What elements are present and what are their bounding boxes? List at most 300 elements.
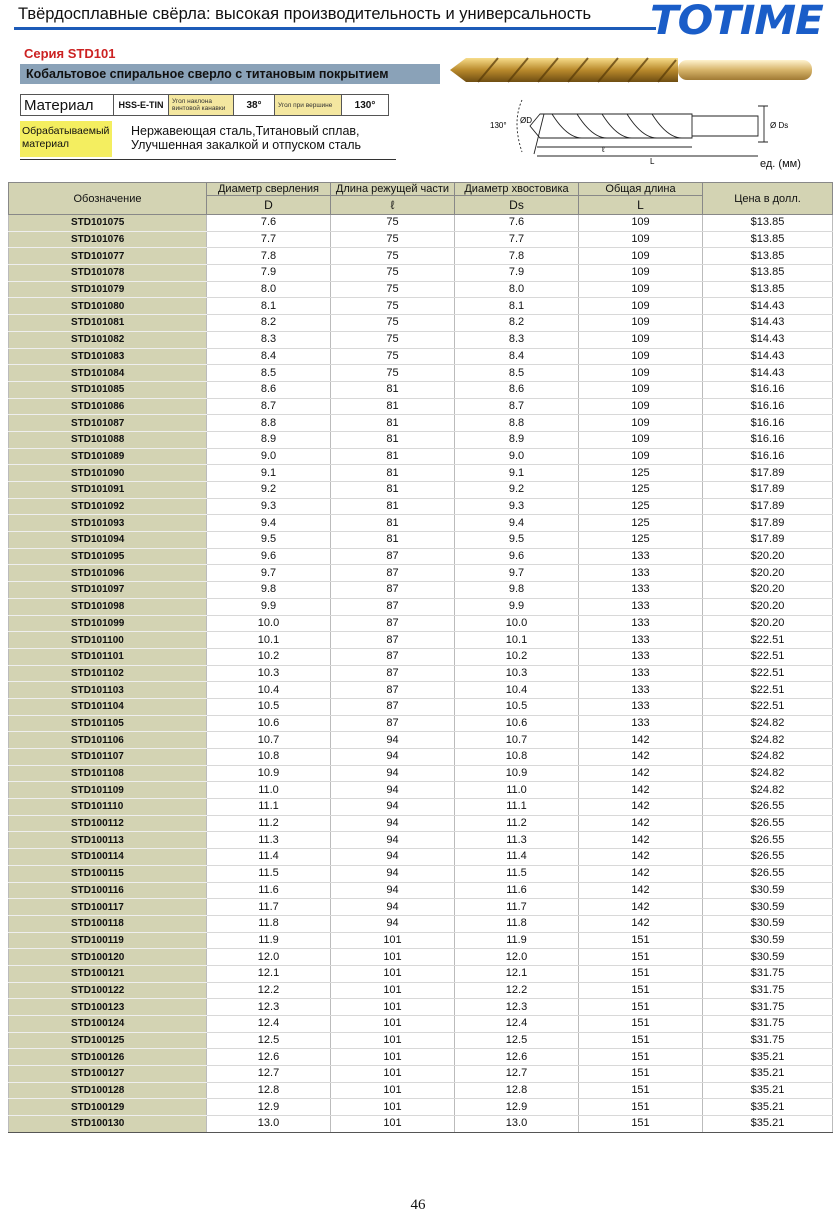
flute-length-cell: 101: [331, 1082, 455, 1099]
price-cell: $35.21: [703, 1049, 833, 1066]
table-row: [9, 1116, 833, 1133]
code-cell: STD101091: [9, 482, 207, 499]
table-row: [9, 231, 833, 248]
drill-diameter-cell: 8.9: [207, 431, 331, 448]
helix-angle-label: Угол наклона винтовой канавки: [169, 95, 234, 116]
flute-length-cell: 81: [331, 515, 455, 532]
code-cell: STD100115: [9, 865, 207, 882]
drill-diameter-cell: 9.6: [207, 548, 331, 565]
price-cell: $16.16: [703, 448, 833, 465]
flute-length-cell: 75: [331, 248, 455, 265]
shank-diameter-cell: 12.7: [455, 1066, 579, 1083]
table-row: [9, 765, 833, 782]
header-drill-diameter: Диаметр сверления: [207, 183, 331, 196]
shank-diameter-cell: 9.0: [455, 448, 579, 465]
flute-length-cell: 94: [331, 915, 455, 932]
price-cell: $20.20: [703, 615, 833, 632]
flute-length-cell: 94: [331, 765, 455, 782]
flute-length-cell: 101: [331, 999, 455, 1016]
code-cell: STD101107: [9, 749, 207, 766]
drill-diameter-cell: 10.8: [207, 749, 331, 766]
price-cell: $24.82: [703, 715, 833, 732]
code-cell: STD101097: [9, 582, 207, 599]
table-row: [9, 281, 833, 298]
total-length-cell: 142: [579, 732, 703, 749]
price-cell: $16.16: [703, 398, 833, 415]
shank-diameter-cell: 12.8: [455, 1082, 579, 1099]
table-row: [9, 498, 833, 515]
code-cell: STD101096: [9, 565, 207, 582]
code-cell: STD101102: [9, 665, 207, 682]
code-cell: STD101077: [9, 248, 207, 265]
price-cell: $35.21: [703, 1082, 833, 1099]
code-cell: STD100129: [9, 1099, 207, 1116]
table-row: [9, 682, 833, 699]
shank-diameter-cell: 10.7: [455, 732, 579, 749]
total-length-cell: 151: [579, 1082, 703, 1099]
flute-length-cell: 94: [331, 749, 455, 766]
shank-diameter-cell: 9.1: [455, 465, 579, 482]
total-length-cell: 133: [579, 665, 703, 682]
table-row: [9, 315, 833, 332]
workpiece-line-2: Улучшенная закалкой и отпуском сталь: [131, 138, 362, 152]
total-length-cell: 151: [579, 1032, 703, 1049]
code-cell: STD100123: [9, 999, 207, 1016]
total-length-cell: 109: [579, 215, 703, 232]
total-length-cell: 125: [579, 465, 703, 482]
total-length-cell: 133: [579, 632, 703, 649]
price-cell: $14.43: [703, 298, 833, 315]
table-row: [9, 782, 833, 799]
total-length-cell: 142: [579, 749, 703, 766]
total-length-cell: 109: [579, 398, 703, 415]
shank-diameter-cell: 8.1: [455, 298, 579, 315]
shank-diameter-cell: 12.4: [455, 1016, 579, 1033]
shank-diameter-cell: 11.5: [455, 865, 579, 882]
drill-diameter-cell: 12.6: [207, 1049, 331, 1066]
drill-diameter-cell: 12.8: [207, 1082, 331, 1099]
total-length-cell: 133: [579, 615, 703, 632]
shank-diameter-label: Ø Ds: [770, 121, 789, 130]
code-cell: STD101099: [9, 615, 207, 632]
code-cell: STD101100: [9, 632, 207, 649]
code-cell: STD101095: [9, 548, 207, 565]
code-cell: STD100126: [9, 1049, 207, 1066]
shank-diameter-cell: 9.7: [455, 565, 579, 582]
drill-photo: [448, 52, 818, 88]
flute-length-cell: 81: [331, 415, 455, 432]
price-cell: $35.21: [703, 1066, 833, 1083]
total-length-cell: 109: [579, 381, 703, 398]
shank-diameter-cell: 10.8: [455, 749, 579, 766]
price-cell: $16.16: [703, 431, 833, 448]
price-cell: $20.20: [703, 582, 833, 599]
code-cell: STD101088: [9, 431, 207, 448]
table-row: [9, 882, 833, 899]
table-row: [9, 448, 833, 465]
workpiece-line-1: Нержавеющая сталь,Титановый сплав,: [131, 124, 360, 138]
total-length-cell: 142: [579, 899, 703, 916]
shank-diameter-cell: 12.6: [455, 1049, 579, 1066]
price-cell: $24.82: [703, 749, 833, 766]
table-row: [9, 565, 833, 582]
shank-diameter-cell: 8.2: [455, 315, 579, 332]
price-cell: $20.20: [703, 565, 833, 582]
shank-diameter-cell: 10.6: [455, 715, 579, 732]
flute-length-cell: 75: [331, 265, 455, 282]
flute-length-cell: 94: [331, 899, 455, 916]
price-cell: $35.21: [703, 1099, 833, 1116]
price-cell: $22.51: [703, 682, 833, 699]
table-row: [9, 1099, 833, 1116]
shank-diameter-cell: 7.6: [455, 215, 579, 232]
shank-diameter-cell: 9.6: [455, 548, 579, 565]
material-label: Материал: [21, 95, 114, 116]
code-cell: STD101108: [9, 765, 207, 782]
price-cell: $30.59: [703, 899, 833, 916]
flute-length-cell: 87: [331, 548, 455, 565]
total-length-cell: 151: [579, 1116, 703, 1133]
shank-diameter-cell: 8.4: [455, 348, 579, 365]
shank-diameter-cell: 9.9: [455, 598, 579, 615]
drill-diameter-cell: 12.4: [207, 1016, 331, 1033]
flute-length-cell: 81: [331, 465, 455, 482]
spec-table: [20, 94, 389, 116]
total-length-cell: 125: [579, 515, 703, 532]
table-row: [9, 749, 833, 766]
drill-diameter-cell: 12.2: [207, 982, 331, 999]
flute-length-cell: 81: [331, 381, 455, 398]
shank-diameter-cell: 7.9: [455, 265, 579, 282]
drill-diameter-cell: 10.6: [207, 715, 331, 732]
shank-diameter-cell: 10.4: [455, 682, 579, 699]
header-rule: [14, 27, 656, 30]
code-cell: STD101085: [9, 381, 207, 398]
shank-diameter-cell: 9.8: [455, 582, 579, 599]
total-length-cell: 142: [579, 915, 703, 932]
symbol-ds: Ds: [455, 196, 579, 215]
drill-diameter-cell: 9.1: [207, 465, 331, 482]
table-row: [9, 949, 833, 966]
total-length-cell: 109: [579, 348, 703, 365]
drill-diameter-cell: 13.0: [207, 1116, 331, 1133]
price-cell: $22.51: [703, 665, 833, 682]
price-cell: $20.20: [703, 548, 833, 565]
flute-length-cell: 75: [331, 348, 455, 365]
code-cell: STD101084: [9, 365, 207, 382]
table-row: [9, 815, 833, 832]
total-length-cell: 109: [579, 431, 703, 448]
flute-length-cell: 87: [331, 598, 455, 615]
shank-diameter-cell: 7.8: [455, 248, 579, 265]
price-cell: $24.82: [703, 732, 833, 749]
drill-diameter-cell: 9.8: [207, 582, 331, 599]
drill-diameter-cell: 9.3: [207, 498, 331, 515]
workpiece-label: Обрабатываемый материал: [20, 121, 112, 157]
flute-length-cell: 101: [331, 1032, 455, 1049]
shank-diameter-cell: 8.6: [455, 381, 579, 398]
divider: [20, 159, 396, 160]
drill-diameter-cell: 9.7: [207, 565, 331, 582]
code-cell: STD101075: [9, 215, 207, 232]
point-angle-label-diagram: 130°: [490, 121, 507, 130]
flute-length-cell: 101: [331, 1016, 455, 1033]
flute-length-cell: 87: [331, 698, 455, 715]
table-row: [9, 732, 833, 749]
drill-diameter-cell: 7.6: [207, 215, 331, 232]
code-cell: STD101076: [9, 231, 207, 248]
flute-length-cell: 101: [331, 949, 455, 966]
shank-diameter-cell: 13.0: [455, 1116, 579, 1133]
drill-size-table: [8, 182, 833, 1133]
total-length-cell: 109: [579, 298, 703, 315]
price-cell: $24.82: [703, 782, 833, 799]
total-length-cell: 151: [579, 965, 703, 982]
flute-length-cell: 94: [331, 815, 455, 832]
flute-length-cell: 101: [331, 1116, 455, 1133]
table-row: [9, 215, 833, 232]
table-row: [9, 265, 833, 282]
code-cell: STD100130: [9, 1116, 207, 1133]
drill-diameter-cell: 10.2: [207, 648, 331, 665]
code-cell: STD100124: [9, 1016, 207, 1033]
price-cell: $31.75: [703, 965, 833, 982]
table-row: [9, 532, 833, 549]
drill-diameter-cell: 9.9: [207, 598, 331, 615]
price-cell: $31.75: [703, 1016, 833, 1033]
code-cell: STD100121: [9, 965, 207, 982]
drill-diameter-cell: 8.3: [207, 331, 331, 348]
total-length-cell: 151: [579, 1016, 703, 1033]
price-cell: $30.59: [703, 949, 833, 966]
code-cell: STD100122: [9, 982, 207, 999]
flute-length-cell: 75: [331, 215, 455, 232]
code-cell: STD101093: [9, 515, 207, 532]
page-title: Твёрдосплавные свёрла: высокая производительность и универсальность: [18, 5, 592, 23]
shank-diameter-cell: 11.0: [455, 782, 579, 799]
total-length-label: L: [650, 157, 655, 166]
total-length-cell: 109: [579, 331, 703, 348]
total-length-cell: 151: [579, 949, 703, 966]
drill-diameter-cell: 10.1: [207, 632, 331, 649]
flute-length-cell: 101: [331, 965, 455, 982]
shank-diameter-cell: 12.3: [455, 999, 579, 1016]
total-length-cell: 133: [579, 582, 703, 599]
code-cell: STD101086: [9, 398, 207, 415]
drill-diameter-cell: 12.7: [207, 1066, 331, 1083]
table-row: [9, 582, 833, 599]
drill-diameter-cell: 8.6: [207, 381, 331, 398]
flute-length-cell: 94: [331, 849, 455, 866]
code-cell: STD101110: [9, 799, 207, 816]
drill-diameter-cell: 8.4: [207, 348, 331, 365]
code-cell: STD101079: [9, 281, 207, 298]
flute-length-cell: 87: [331, 715, 455, 732]
total-length-cell: 133: [579, 648, 703, 665]
flute-length-cell: 81: [331, 448, 455, 465]
code-cell: STD101105: [9, 715, 207, 732]
total-length-cell: 151: [579, 932, 703, 949]
flute-length-cell: 75: [331, 298, 455, 315]
shank-diameter-cell: 8.5: [455, 365, 579, 382]
code-cell: STD100120: [9, 949, 207, 966]
shank-diameter-cell: 12.9: [455, 1099, 579, 1116]
total-length-cell: 142: [579, 815, 703, 832]
price-cell: $24.82: [703, 765, 833, 782]
table-row: [9, 331, 833, 348]
code-cell: STD101090: [9, 465, 207, 482]
price-cell: $31.75: [703, 982, 833, 999]
point-angle-label: Угол при вершине: [275, 95, 342, 116]
table-row: [9, 431, 833, 448]
product-name: Кобальтовое спиральное сверло с титановым покрытием: [20, 64, 440, 84]
flute-length-cell: 101: [331, 1049, 455, 1066]
header-code: Обозначение: [9, 183, 207, 215]
shank-diameter-cell: 8.8: [455, 415, 579, 432]
drill-diameter-cell: 10.4: [207, 682, 331, 699]
drill-diameter-cell: 11.2: [207, 815, 331, 832]
table-row: [9, 482, 833, 499]
price-cell: $31.75: [703, 999, 833, 1016]
shank-diameter-cell: 9.2: [455, 482, 579, 499]
table-row: [9, 348, 833, 365]
drill-diameter-cell: 9.5: [207, 532, 331, 549]
shank-diameter-cell: 8.9: [455, 431, 579, 448]
shank-diameter-cell: 8.7: [455, 398, 579, 415]
price-cell: $13.85: [703, 281, 833, 298]
table-row: [9, 1066, 833, 1083]
price-cell: $22.51: [703, 698, 833, 715]
flute-length-cell: 81: [331, 431, 455, 448]
price-cell: $26.55: [703, 815, 833, 832]
total-length-cell: 151: [579, 999, 703, 1016]
total-length-cell: 109: [579, 265, 703, 282]
drill-diameter-cell: 12.5: [207, 1032, 331, 1049]
total-length-cell: 109: [579, 415, 703, 432]
flute-length-cell: 94: [331, 732, 455, 749]
shank-diameter-cell: 10.1: [455, 632, 579, 649]
price-cell: $26.55: [703, 799, 833, 816]
table-row: [9, 1016, 833, 1033]
flute-length-cell: 94: [331, 782, 455, 799]
table-row: [9, 381, 833, 398]
drill-diameter-cell: 7.7: [207, 231, 331, 248]
price-cell: $14.43: [703, 315, 833, 332]
table-row: [9, 999, 833, 1016]
total-length-cell: 142: [579, 765, 703, 782]
table-row: [9, 665, 833, 682]
price-cell: $22.51: [703, 648, 833, 665]
price-cell: $17.89: [703, 482, 833, 499]
table-row: [9, 832, 833, 849]
table-row: [9, 548, 833, 565]
table-row: [9, 632, 833, 649]
shank-diameter-cell: 11.7: [455, 899, 579, 916]
total-length-cell: 142: [579, 882, 703, 899]
drill-diameter-cell: 8.2: [207, 315, 331, 332]
table-row: [9, 865, 833, 882]
drill-diameter-cell: 12.1: [207, 965, 331, 982]
code-cell: STD100119: [9, 932, 207, 949]
table-row: [9, 465, 833, 482]
total-length-cell: 151: [579, 1049, 703, 1066]
drill-diameter-cell: 11.0: [207, 782, 331, 799]
drill-diameter-cell: 12.3: [207, 999, 331, 1016]
shank-diameter-cell: 9.3: [455, 498, 579, 515]
units-label: ед. (мм): [760, 158, 801, 170]
price-cell: $13.85: [703, 248, 833, 265]
workpiece-materials: [131, 124, 361, 152]
drill-diameter-cell: 10.9: [207, 765, 331, 782]
flute-length-cell: 75: [331, 281, 455, 298]
flute-length-label: ℓ: [602, 145, 605, 154]
series-label: Серия STD101: [24, 46, 116, 61]
code-cell: STD100118: [9, 915, 207, 932]
total-length-cell: 133: [579, 682, 703, 699]
total-length-cell: 151: [579, 982, 703, 999]
drill-diameter-cell: 11.1: [207, 799, 331, 816]
price-cell: $22.51: [703, 632, 833, 649]
code-cell: STD100113: [9, 832, 207, 849]
total-length-cell: 151: [579, 1099, 703, 1116]
table-row: [9, 1032, 833, 1049]
price-cell: $17.89: [703, 515, 833, 532]
table-row: [9, 698, 833, 715]
total-length-cell: 109: [579, 315, 703, 332]
header-total-length: Общая длина: [579, 183, 703, 196]
flute-length-cell: 87: [331, 582, 455, 599]
flute-length-cell: 94: [331, 832, 455, 849]
total-length-cell: 109: [579, 365, 703, 382]
drill-diameter-cell: 7.9: [207, 265, 331, 282]
price-cell: $26.55: [703, 849, 833, 866]
table-row: [9, 648, 833, 665]
flute-length-cell: 75: [331, 231, 455, 248]
drill-diameter-cell: 11.6: [207, 882, 331, 899]
drill-diameter-cell: 11.3: [207, 832, 331, 849]
table-row: [9, 982, 833, 999]
price-cell: $26.55: [703, 865, 833, 882]
drill-diameter-label: ØD: [520, 116, 532, 125]
price-cell: $14.43: [703, 348, 833, 365]
table-row: [9, 849, 833, 866]
table-row: [9, 915, 833, 932]
table-row: [9, 615, 833, 632]
code-cell: STD101078: [9, 265, 207, 282]
code-cell: STD100117: [9, 899, 207, 916]
drill-diameter-cell: 8.7: [207, 398, 331, 415]
flute-length-cell: 81: [331, 482, 455, 499]
price-cell: $30.59: [703, 882, 833, 899]
code-cell: STD100116: [9, 882, 207, 899]
total-length-cell: 142: [579, 799, 703, 816]
table-row: [9, 932, 833, 949]
code-cell: STD101087: [9, 415, 207, 432]
flute-length-cell: 75: [331, 365, 455, 382]
shank-diameter-cell: 10.3: [455, 665, 579, 682]
drill-diameter-cell: 9.2: [207, 482, 331, 499]
drill-diameter-cell: 11.8: [207, 915, 331, 932]
table-row: [9, 248, 833, 265]
total-length-cell: 133: [579, 715, 703, 732]
code-cell: STD100128: [9, 1082, 207, 1099]
brand-logo: TOTIME: [650, 0, 823, 44]
drill-diameter-cell: 9.4: [207, 515, 331, 532]
code-cell: STD101081: [9, 315, 207, 332]
price-cell: $26.55: [703, 832, 833, 849]
symbol-d: D: [207, 196, 331, 215]
drill-diameter-cell: 7.8: [207, 248, 331, 265]
